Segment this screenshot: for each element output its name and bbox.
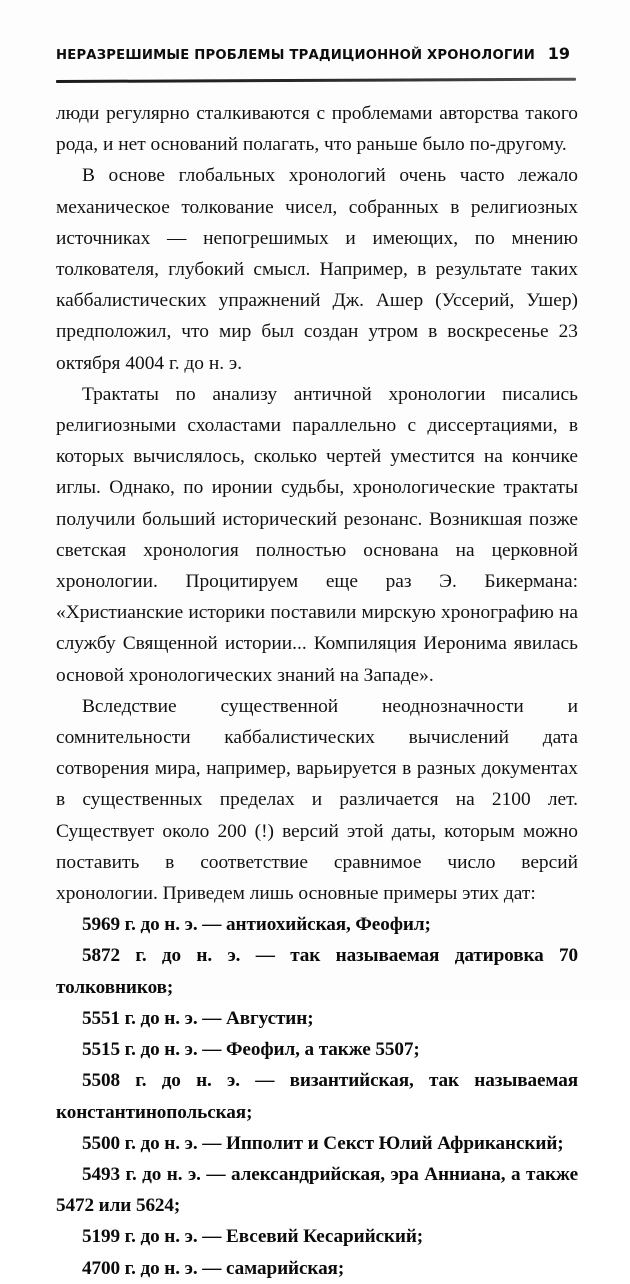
header-divider-rule [56, 78, 576, 83]
date-list-item: 5969 г. до н. э. — антиохийская, Феофил; [82, 914, 431, 936]
date-list-item: 4700 г. до н. э. — самарийская; [82, 1257, 345, 1279]
date-list-item: 5872 г. до н. э. — так называемая датировка 70 толковников; [56, 945, 578, 998]
paragraph: Трактаты по анализу античной хронологии писались религиозными схоластами параллельно с диссертациями, в которых вычислялось, сколько чертей уместится на кончике иглы. Однако, по иронии судьбы, хронологические трактаты получили больший исторический резонанс. Возникшая позже светская хронология полностью основана на церковной хронологии. Процитируем еще раз Э. Бикермана: «Христианские историки поставили мирскую хронографию на службу Священной истории... Компиляция Иеронима явилась основой хронологических знаний на Западе». [56, 383, 578, 686]
paragraph: люди регулярно сталкиваются с проблемами авторства такого рода, и нет оснований полагать, что раньше было по-другому. [56, 103, 578, 156]
running-head-title: НЕРАЗРЕШИМЫЕ ПРОБЛЕМЫ ТРАДИЦИОННОЙ ХРОНОЛОГИИ [56, 48, 535, 63]
paragraph: В основе глобальных хронологий очень часто лежало механическое толкование чисел, собранных в религиозных источниках — непогрешимых и имеющих, по мнению толкователя, глубокий смысл. Например, в результате таких каббалистических упражнений Дж. Ашер (Уссерий, Ушер) предположил, что мир был создан утром в воскресенье 23 октября 4004 г. до н. э. [56, 165, 578, 374]
paragraph: Вследствие существенной неоднозначности и сомнительности каббалистических вычислений дата сотворения мира, например, варьируется в разных документах в существенных пределах и различается на 2100 лет. Существует около 200 (!) версий этой даты, которым можно поставить в соответствие сравнимое число версий хронологии. Приведем лишь основные примеры этих дат: [56, 695, 578, 905]
chronology-date-list [56, 909, 578, 1283]
page-number: 19 [547, 44, 570, 63]
date-list-item: 5500 г. до н. э. — Ипполит и Секст Юлий Африканский; [82, 1132, 564, 1154]
page-body [56, 98, 578, 1284]
date-list-item: 5508 г. до н. э. — византийская, так называемая константинопольская; [56, 1070, 578, 1123]
date-list-item: 5199 г. до н. э. — Евсевий Кесарийский; [82, 1226, 424, 1248]
date-list-item: 5493 г. до н. э. — александрийская, эра Анниана, а также 5472 или 5624; [56, 1163, 578, 1217]
running-head [56, 44, 574, 63]
date-list-item: 5515 г. до н. э. — Феофил, а также 5507; [82, 1039, 420, 1061]
date-list-item: 5551 г. до н. э. — Августин; [82, 1007, 314, 1029]
